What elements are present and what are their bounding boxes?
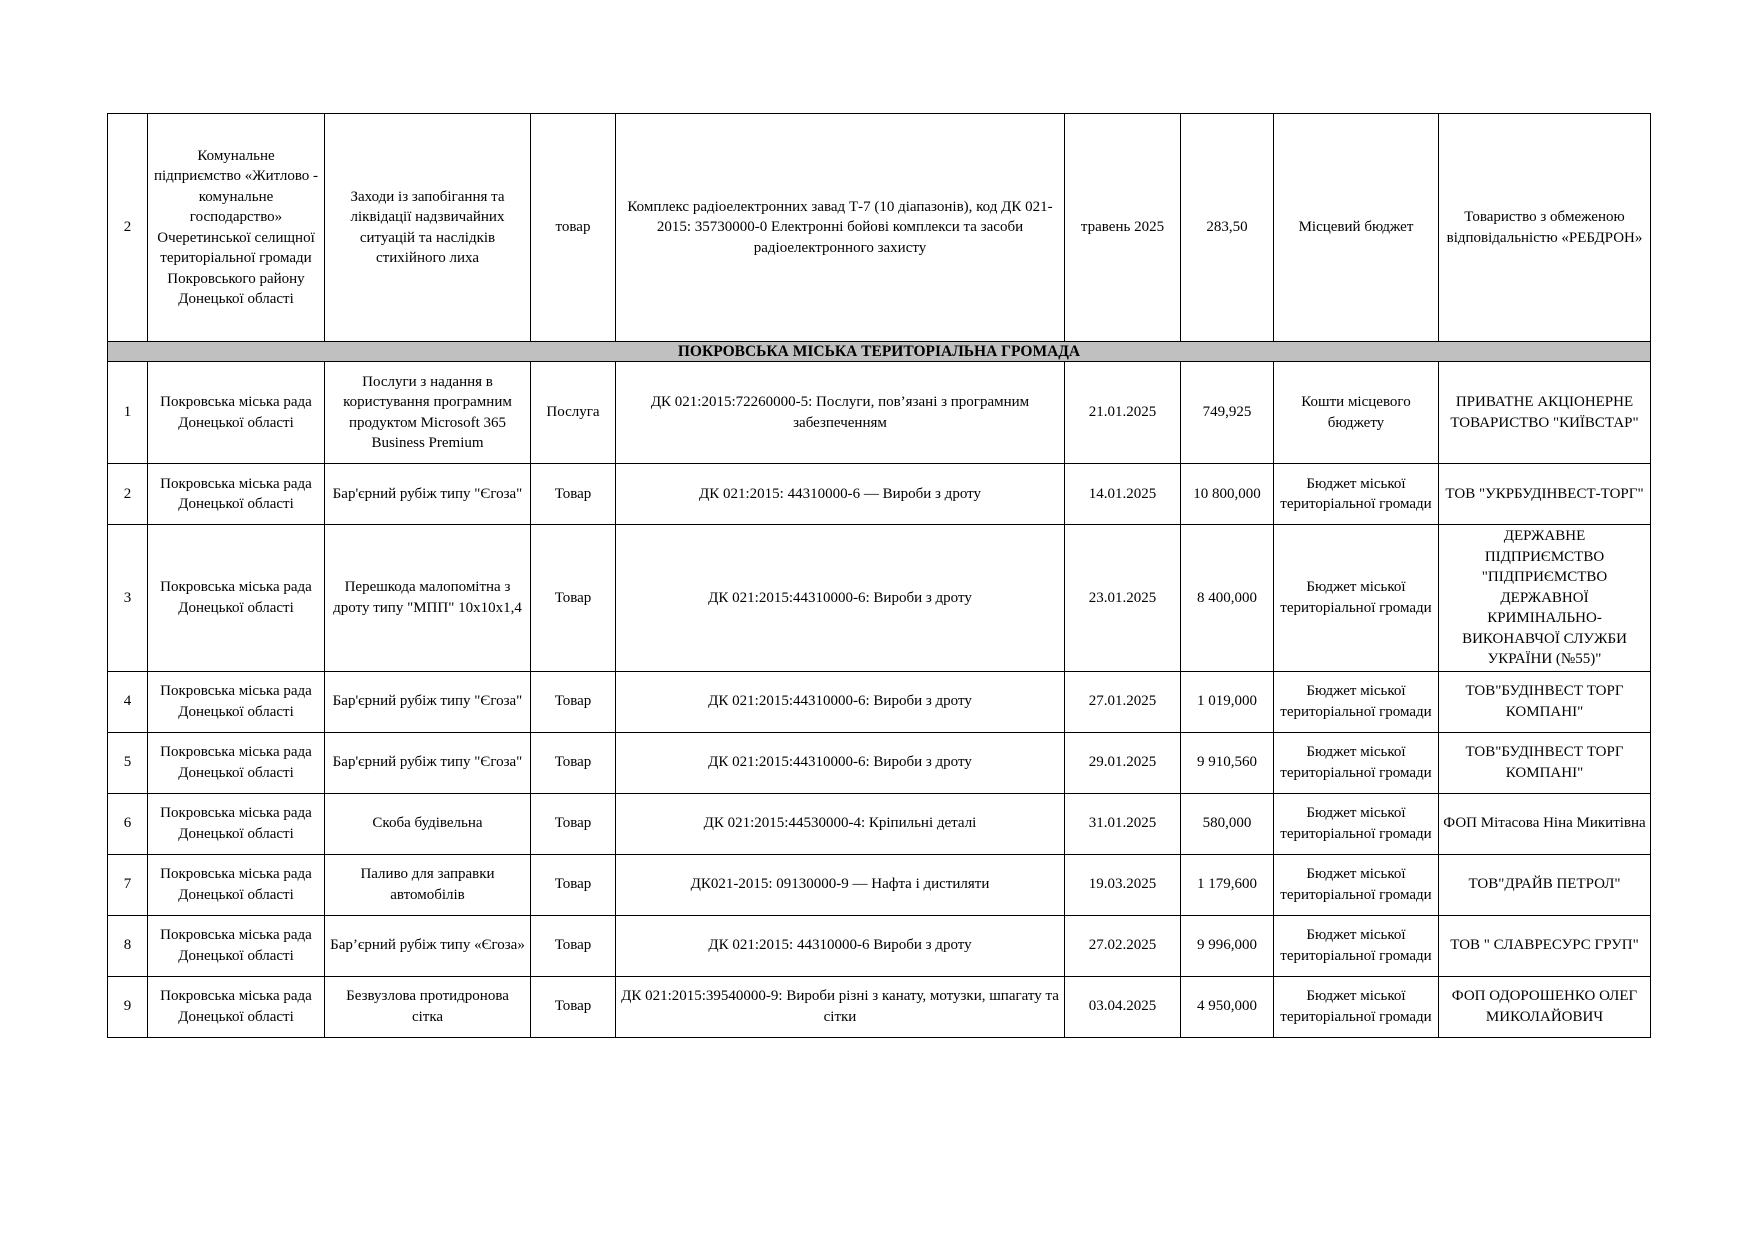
customer-cell: Комунальне підприємство «Житлово - комунальне господарство» Очеретинської селищної територіальної громади Покровського району Донецької області [148, 114, 325, 342]
source-cell: Місцевий бюджет [1274, 114, 1439, 342]
type-cell: Товар [531, 525, 616, 672]
customer-cell: Покровська міська рада Донецької області [148, 915, 325, 976]
date-cell: 03.04.2025 [1065, 976, 1181, 1037]
customer-cell: Покровська міська рада Донецької області [148, 464, 325, 525]
supplier-cell: ФОП Мітасова Ніна Микитівна [1439, 793, 1651, 854]
source-cell: Бюджет міської територіальної громади [1274, 525, 1439, 672]
supplier-cell: ТОВ "УКРБУДІНВЕСТ-ТОРГ" [1439, 464, 1651, 525]
type-cell: Товар [531, 732, 616, 793]
amount-cell: 1 019,000 [1181, 671, 1274, 732]
supplier-cell: ДЕРЖАВНЕ ПІДПРИЄМСТВО "ПІДПРИЄМСТВО ДЕРЖАВНОЇ КРИМІНАЛЬНО-ВИКОНАВЧОЇ СЛУЖБИ УКРАЇНИ (№55)" [1439, 525, 1651, 672]
purpose-cell: Перешкода малопомітна з дроту типу "МПП" 10х10х1,4 [325, 525, 531, 672]
subject-cell: ДК 021:2015:44530000-4: Кріпильні деталі [616, 793, 1065, 854]
table-body [108, 114, 1651, 1038]
type-cell: Товар [531, 976, 616, 1037]
date-cell: 23.01.2025 [1065, 525, 1181, 672]
amount-cell: 9 910,560 [1181, 732, 1274, 793]
row-number: 2 [108, 464, 148, 525]
table-row [108, 525, 1651, 672]
date-cell: 21.01.2025 [1065, 362, 1181, 464]
subject-cell: ДК 021:2015:44310000-6: Вироби з дроту [616, 671, 1065, 732]
source-cell: Кошти місцевого бюджету [1274, 362, 1439, 464]
amount-cell: 10 800,000 [1181, 464, 1274, 525]
purpose-cell: Бар'єрний рубіж типу "Єгоза" [325, 732, 531, 793]
purpose-cell: Послуги з надання в користування програмним продуктом Microsoft 365 Business Premium [325, 362, 531, 464]
row-number: 4 [108, 671, 148, 732]
row-number: 3 [108, 525, 148, 672]
row-number: 6 [108, 793, 148, 854]
customer-cell: Покровська міська рада Донецької області [148, 732, 325, 793]
customer-cell: Покровська міська рада Донецької області [148, 976, 325, 1037]
date-cell: 29.01.2025 [1065, 732, 1181, 793]
amount-cell: 8 400,000 [1181, 525, 1274, 672]
source-cell: Бюджет міської територіальної громади [1274, 854, 1439, 915]
date-cell: травень 2025 [1065, 114, 1181, 342]
customer-cell: Покровська міська рада Донецької області [148, 671, 325, 732]
supplier-cell: ТОВ"БУДІНВЕСТ ТОРГ КОМПАНІ" [1439, 732, 1651, 793]
table-row [108, 464, 1651, 525]
source-cell: Бюджет міської територіальної громади [1274, 464, 1439, 525]
type-cell: Товар [531, 915, 616, 976]
type-cell: Товар [531, 464, 616, 525]
row-number: 1 [108, 362, 148, 464]
purpose-cell: Бар'єрний рубіж типу "Єгоза" [325, 671, 531, 732]
customer-cell: Покровська міська рада Донецької області [148, 362, 325, 464]
table-row [108, 793, 1651, 854]
type-cell: товар [531, 114, 616, 342]
type-cell: Товар [531, 671, 616, 732]
customer-cell: Покровська міська рада Донецької області [148, 525, 325, 672]
subject-cell: ДК021-2015: 09130000-9 — Нафта і дистиляти [616, 854, 1065, 915]
customer-cell: Покровська міська рада Донецької області [148, 793, 325, 854]
supplier-cell: Товариство з обмеженою відповідальністю «РЕБДРОН» [1439, 114, 1651, 342]
table-row [108, 362, 1651, 464]
type-cell: Товар [531, 793, 616, 854]
date-cell: 19.03.2025 [1065, 854, 1181, 915]
row-number: 7 [108, 854, 148, 915]
subject-cell: ДК 021:2015: 44310000-6 Вироби з дроту [616, 915, 1065, 976]
amount-cell: 283,50 [1181, 114, 1274, 342]
date-cell: 27.01.2025 [1065, 671, 1181, 732]
source-cell: Бюджет міської територіальної громади [1274, 915, 1439, 976]
amount-cell: 1 179,600 [1181, 854, 1274, 915]
supplier-cell: ФОП ОДОРОШЕНКО ОЛЕГ МИКОЛАЙОВИЧ [1439, 976, 1651, 1037]
purpose-cell: Скоба будівельна [325, 793, 531, 854]
subject-cell: ДК 021:2015:39540000-9: Вироби різні з канату, мотузки, шпагату та сітки [616, 976, 1065, 1037]
purpose-cell: Бар’єрний рубіж типу «Єгоза» [325, 915, 531, 976]
source-cell: Бюджет міської територіальної громади [1274, 793, 1439, 854]
procurement-table [107, 113, 1651, 1038]
row-number: 2 [108, 114, 148, 342]
row-number: 8 [108, 915, 148, 976]
purpose-cell: Паливо для заправки автомобілів [325, 854, 531, 915]
table-row [108, 854, 1651, 915]
purpose-cell: Безвузлова протидронова сітка [325, 976, 531, 1037]
amount-cell: 580,000 [1181, 793, 1274, 854]
amount-cell: 4 950,000 [1181, 976, 1274, 1037]
date-cell: 14.01.2025 [1065, 464, 1181, 525]
subject-cell: ДК 021:2015: 44310000-6 — Вироби з дроту [616, 464, 1065, 525]
amount-cell: 9 996,000 [1181, 915, 1274, 976]
row-number: 9 [108, 976, 148, 1037]
table-row [108, 114, 1651, 342]
section-header-row [108, 342, 1651, 362]
supplier-cell: ТОВ"ДРАЙВ ПЕТРОЛ" [1439, 854, 1651, 915]
purpose-cell: Заходи із запобігання та ліквідації надзвичайних ситуацій та наслідків стихійного лиха [325, 114, 531, 342]
supplier-cell: ТОВ " СЛАВРЕСУРС ГРУП" [1439, 915, 1651, 976]
table-row [108, 976, 1651, 1037]
source-cell: Бюджет міської територіальної громади [1274, 976, 1439, 1037]
supplier-cell: ПРИВАТНЕ АКЦІОНЕРНЕ ТОВАРИСТВО "КИЇВСТАР" [1439, 362, 1651, 464]
section-title: ПОКРОВСЬКА МІСЬКА ТЕРИТОРІАЛЬНА ГРОМАДА [108, 342, 1651, 362]
type-cell: Послуга [531, 362, 616, 464]
date-cell: 31.01.2025 [1065, 793, 1181, 854]
table-row [108, 732, 1651, 793]
amount-cell: 749,925 [1181, 362, 1274, 464]
date-cell: 27.02.2025 [1065, 915, 1181, 976]
purpose-cell: Бар'єрний рубіж типу "Єгоза" [325, 464, 531, 525]
type-cell: Товар [531, 854, 616, 915]
subject-cell: ДК 021:2015:44310000-6: Вироби з дроту [616, 732, 1065, 793]
customer-cell: Покровська міська рада Донецької області [148, 854, 325, 915]
source-cell: Бюджет міської територіальної громади [1274, 732, 1439, 793]
subject-cell: ДК 021:2015:44310000-6: Вироби з дроту [616, 525, 1065, 672]
source-cell: Бюджет міської територіальної громади [1274, 671, 1439, 732]
subject-cell: ДК 021:2015:72260000-5: Послуги, пов’язані з програмним забезпеченням [616, 362, 1065, 464]
table-row [108, 671, 1651, 732]
subject-cell: Комплекс радіоелектронних завад Т-7 (10 діапазонів), код ДК 021-2015: 35730000-0 Електронні бойові комплекси та засоби радіоелектронного захисту [616, 114, 1065, 342]
supplier-cell: ТОВ"БУДІНВЕСТ ТОРГ КОМПАНІ" [1439, 671, 1651, 732]
row-number: 5 [108, 732, 148, 793]
table-row [108, 915, 1651, 976]
